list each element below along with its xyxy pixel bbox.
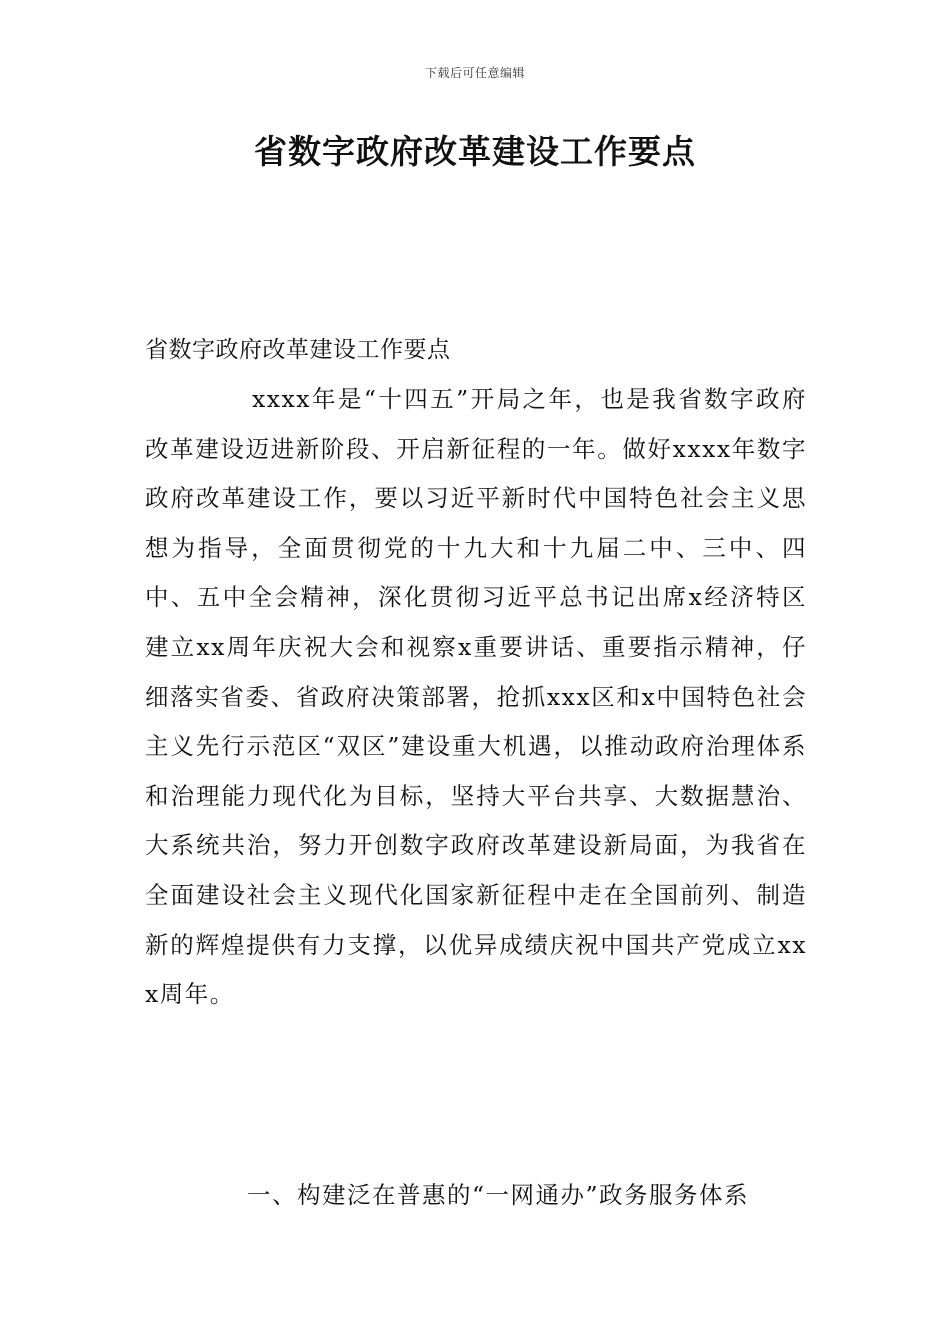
page-header-note: 下载后可任意编辑 [424,66,525,80]
document-title: 省数字政府改革建设工作要点 [254,132,696,171]
section-heading: 一、构建泛在普惠的“一网通办”政务服务体系 [247,1181,750,1209]
document-subtitle: 省数字政府改革建设工作要点 [145,337,451,363]
body-paragraph: xxxx年是“十四五”开局之年，也是我省数字政府改革建设迈进新阶段、开启新征程的一年。做好xxxx年数字政府改革建设工作，要以习近平新时代中国特色社会主义思想为指导，全面贯彻党的十九大和十九届二中、三中、四中、五中全会精神，深化贯彻习近平总书记出席x经济特区建立xx周年庆祝大会和视察x重要讲话、重要指示精神，仔细落实省委、省政府决策部署，抢抓xxx区和x中国特色社会主义先行示范区“双区”建设重大机遇，以推动政府治理体系和治理能力现代化为目标，坚持大平台共享、大数据慧治、大系统共治，努力开创数字政府改革建设新局面，为我省在全面建设社会主义现代化国家新征程中走在全国前列、制造新的辉煌提供有力支撑，以优异成绩庆祝中国共产党成立xxx周年。 [145,385,807,1009]
